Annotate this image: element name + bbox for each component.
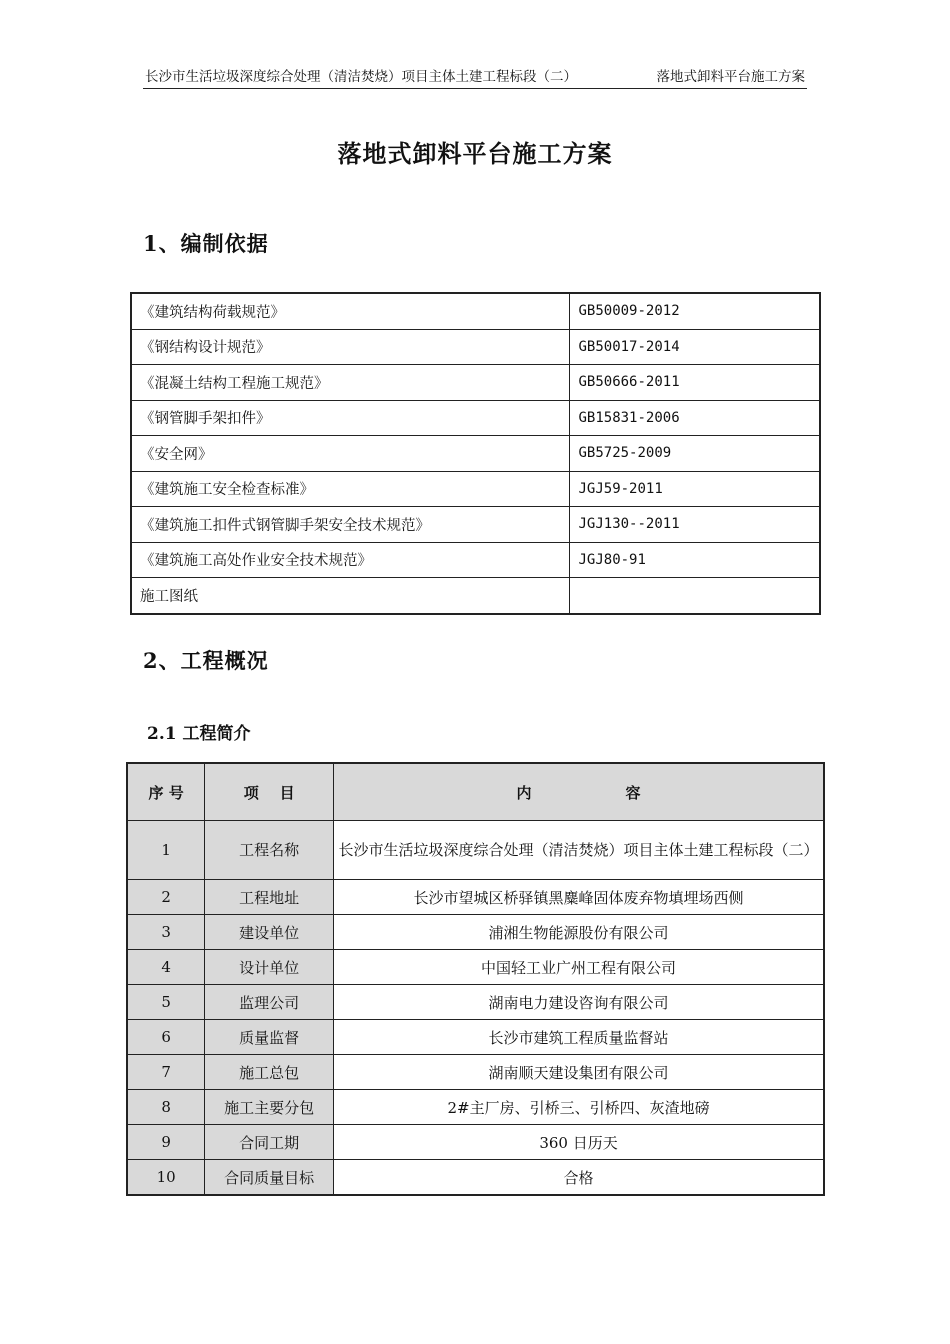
table-row bbox=[131, 293, 820, 329]
standard-name-cell: 《建筑施工扣件式钢管脚手架安全技术规范》 bbox=[131, 507, 570, 543]
table-row bbox=[131, 365, 820, 401]
item-cell: 设计单位 bbox=[205, 950, 334, 985]
row-number-cell: 4 bbox=[127, 950, 205, 985]
table-row bbox=[131, 329, 820, 365]
row-number-cell: 10 bbox=[127, 1160, 205, 1196]
table-row bbox=[127, 821, 824, 880]
section-2-1-heading: 2.1 工程简介 bbox=[147, 724, 251, 744]
standard-code-cell: GB15831-2006 bbox=[570, 400, 820, 436]
standards-table bbox=[130, 292, 821, 615]
standard-name-cell: 《混凝土结构工程施工规范》 bbox=[131, 365, 570, 401]
standard-name-cell: 《安全网》 bbox=[131, 436, 570, 472]
content-cell: 湖南顺天建设集团有限公司 bbox=[334, 1055, 824, 1090]
standard-code-cell bbox=[570, 578, 820, 614]
content-cell: 湖南电力建设咨询有限公司 bbox=[334, 985, 824, 1020]
standard-code-cell: GB50009-2012 bbox=[570, 293, 820, 329]
standard-name-cell: 《钢结构设计规范》 bbox=[131, 329, 570, 365]
content-cell: 浦湘生物能源股份有限公司 bbox=[334, 915, 824, 950]
table-row bbox=[127, 1090, 824, 1125]
item-cell: 工程地址 bbox=[205, 880, 334, 915]
column-header-no: 序 号 bbox=[127, 763, 205, 821]
row-number-cell: 2 bbox=[127, 880, 205, 915]
row-number-cell: 9 bbox=[127, 1125, 205, 1160]
table-row bbox=[127, 1125, 824, 1160]
standard-code-cell: JGJ59-2011 bbox=[570, 471, 820, 507]
table-header-row bbox=[127, 763, 824, 821]
content-cell: 360 日历天 bbox=[334, 1125, 824, 1160]
item-cell: 合同质量目标 bbox=[205, 1160, 334, 1196]
table-row bbox=[131, 436, 820, 472]
header-document-name: 落地式卸料平台施工方案 bbox=[656, 69, 805, 85]
item-cell: 建设单位 bbox=[205, 915, 334, 950]
standard-name-cell: 《建筑结构荷载规范》 bbox=[131, 293, 570, 329]
content-cell: 中国轻工业广州工程有限公司 bbox=[334, 950, 824, 985]
standard-code-cell: JGJ130--2011 bbox=[570, 507, 820, 543]
header-project-name: 长沙市生活垃圾深度综合处理（清洁焚烧）项目主体土建工程标段（二） bbox=[145, 69, 577, 85]
table-row bbox=[131, 507, 820, 543]
standard-code-cell: GB50666-2011 bbox=[570, 365, 820, 401]
content-cell: 长沙市望城区桥驿镇黑麋峰固体废弃物填埋场西侧 bbox=[334, 880, 824, 915]
content-cell: 长沙市建筑工程质量监督站 bbox=[334, 1020, 824, 1055]
section-1-heading: 1、编制依据 bbox=[143, 231, 269, 256]
item-cell: 质量监督 bbox=[205, 1020, 334, 1055]
table-row bbox=[131, 400, 820, 436]
table-row bbox=[127, 915, 824, 950]
row-number-cell: 8 bbox=[127, 1090, 205, 1125]
row-number-cell: 3 bbox=[127, 915, 205, 950]
table-row bbox=[127, 985, 824, 1020]
item-cell: 施工主要分包 bbox=[205, 1090, 334, 1125]
standard-code-cell: GB50017-2014 bbox=[570, 329, 820, 365]
document-title: 落地式卸料平台施工方案 bbox=[337, 139, 613, 168]
table-row bbox=[131, 578, 820, 614]
table-row bbox=[127, 880, 824, 915]
table-row bbox=[127, 1160, 824, 1196]
content-cell: 2#主厂房、引桥三、引桥四、灰渣地磅 bbox=[334, 1090, 824, 1125]
table-row bbox=[127, 1020, 824, 1055]
table-row bbox=[131, 542, 820, 578]
project-info-table bbox=[126, 762, 825, 1196]
standard-name-cell: 《建筑施工高处作业安全技术规范》 bbox=[131, 542, 570, 578]
section-2-heading: 2、工程概况 bbox=[143, 648, 269, 673]
item-cell: 监理公司 bbox=[205, 985, 334, 1020]
row-number-cell: 5 bbox=[127, 985, 205, 1020]
table-row bbox=[127, 950, 824, 985]
standard-name-cell: 施工图纸 bbox=[131, 578, 570, 614]
item-cell: 合同工期 bbox=[205, 1125, 334, 1160]
table-row bbox=[127, 1055, 824, 1090]
standard-code-cell: GB5725-2009 bbox=[570, 436, 820, 472]
row-number-cell: 1 bbox=[127, 821, 205, 880]
standard-name-cell: 《建筑施工安全检查标准》 bbox=[131, 471, 570, 507]
standard-code-cell: JGJ80-91 bbox=[570, 542, 820, 578]
content-cell: 长沙市生活垃圾深度综合处理（清洁焚烧）项目主体土建工程标段（二） bbox=[334, 821, 824, 880]
content-cell: 合格 bbox=[334, 1160, 824, 1196]
item-cell: 施工总包 bbox=[205, 1055, 334, 1090]
page-header bbox=[143, 66, 807, 89]
row-number-cell: 6 bbox=[127, 1020, 205, 1055]
table-row bbox=[131, 471, 820, 507]
item-cell: 工程名称 bbox=[205, 821, 334, 880]
column-header-content: 内 容 bbox=[334, 763, 824, 821]
row-number-cell: 7 bbox=[127, 1055, 205, 1090]
column-header-item: 项 目 bbox=[205, 763, 334, 821]
standard-name-cell: 《钢管脚手架扣件》 bbox=[131, 400, 570, 436]
